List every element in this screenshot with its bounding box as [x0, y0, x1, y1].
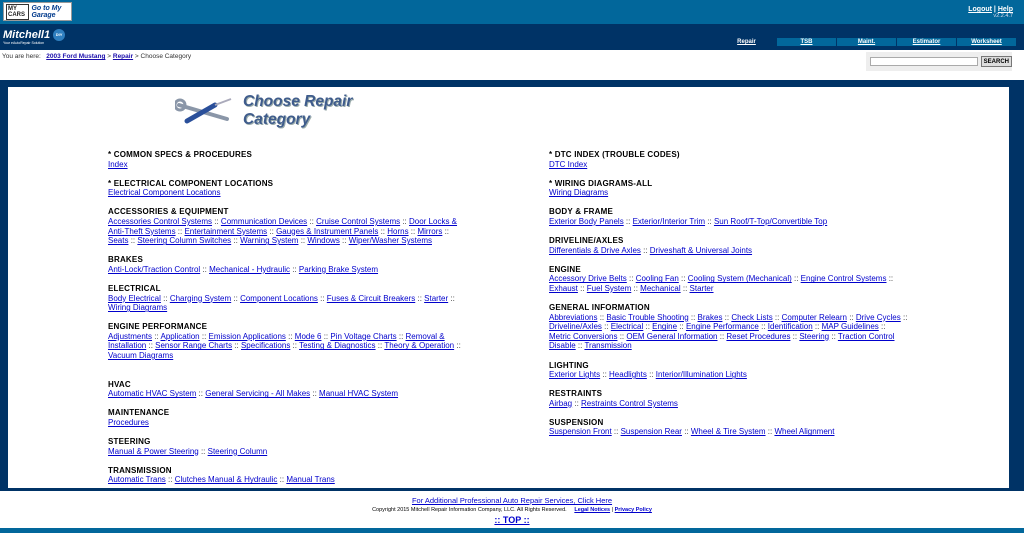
link-separator: :: — [626, 274, 636, 284]
category-link[interactable]: Exhaust — [549, 283, 578, 293]
category-link[interactable]: Suspension Rear — [620, 427, 682, 437]
wrench-screwdriver-icon — [175, 97, 235, 125]
category-link[interactable]: Entertainment Systems — [184, 226, 268, 236]
link-separator: :: — [677, 322, 686, 332]
breadcrumb-current: Choose Category — [140, 53, 192, 60]
category-link[interactable]: Mode 6 — [294, 331, 322, 341]
mitchell1-logo: Mitchell1 DIY Your eAutoRepair Solution — [3, 29, 65, 45]
link-separator: :: — [400, 216, 409, 226]
category-section — [549, 236, 909, 255]
category-link[interactable]: Horns — [387, 226, 409, 236]
category-link[interactable]: Application — [160, 331, 200, 341]
category-links — [549, 313, 909, 351]
link-separator: :: — [646, 370, 656, 380]
category-links — [549, 370, 909, 380]
content-frame — [0, 80, 1024, 491]
category-title: STEERING — [108, 436, 151, 446]
category-title: GENERAL INFORMATION — [549, 303, 650, 313]
go-to-my-garage-button[interactable] — [3, 2, 72, 21]
category-link[interactable]: Abbreviations — [549, 312, 598, 322]
link-separator: :: — [152, 331, 161, 341]
category-section — [108, 437, 468, 456]
category-link[interactable]: Mirrors — [417, 226, 443, 236]
category-section — [108, 380, 468, 399]
link-separator: :: — [640, 245, 650, 255]
version-label: v2.2.4.7 — [993, 13, 1013, 19]
link-separator: :: — [611, 427, 621, 437]
category-title: * ELECTRICAL COMPONENT LOCATIONS — [108, 178, 274, 188]
link-separator: :: — [577, 283, 587, 293]
link-separator: :: — [791, 274, 801, 284]
link-separator: :: — [597, 312, 607, 322]
category-link[interactable]: Steering — [799, 331, 830, 341]
category-link[interactable]: Testing & Diagnostics — [299, 341, 376, 351]
category-link[interactable]: Component Locations — [240, 293, 318, 303]
category-link[interactable]: Fuel System — [586, 283, 632, 293]
legal-notices-link[interactable]: Legal Notices — [574, 507, 611, 513]
category-link[interactable]: Steering Column Switches — [137, 236, 232, 246]
category-links — [549, 246, 909, 256]
link-separator: :: — [290, 264, 299, 274]
category-links — [108, 447, 468, 457]
category-link[interactable]: Warning System — [240, 236, 299, 246]
category-link[interactable]: Headlights — [609, 370, 647, 380]
link-separator: :: — [772, 312, 782, 322]
category-links — [108, 389, 468, 399]
link-separator: :: — [231, 293, 241, 303]
category-link[interactable]: Parking Brake System — [298, 264, 379, 274]
link-separator: :: — [408, 226, 418, 236]
link-separator: :: — [378, 226, 388, 236]
category-link[interactable]: Cooling Fan — [635, 274, 679, 284]
link-separator: :: — [717, 331, 727, 341]
category-link[interactable]: Electrical — [610, 322, 644, 332]
page-title: Choose Repair Category — [243, 93, 353, 128]
category-link[interactable]: Accessory Drive Belts — [549, 274, 627, 284]
category-section — [108, 207, 468, 245]
category-title: RESTRAINTS — [549, 389, 603, 399]
category-link[interactable]: Engine Control Systems — [800, 274, 887, 284]
category-link[interactable]: Identification — [767, 322, 813, 332]
category-link[interactable]: Index — [108, 159, 128, 169]
link-separator: :: — [198, 446, 208, 456]
category-link[interactable]: Pin Voltage Charts — [330, 331, 397, 341]
main-tabs — [717, 38, 1017, 46]
category-section — [108, 322, 468, 360]
search-box — [866, 52, 1012, 71]
category-link[interactable]: Theory & Operation — [384, 341, 455, 351]
search-input[interactable] — [870, 57, 978, 66]
link-separator: :: — [290, 341, 300, 351]
category-section — [549, 418, 909, 437]
category-links — [108, 188, 468, 198]
category-title: MAINTENANCE — [108, 408, 170, 418]
category-link[interactable]: Interior/Illumination Lights — [655, 370, 747, 380]
category-link[interactable]: Engine — [652, 322, 678, 332]
left-category-column — [108, 150, 468, 494]
promo-link[interactable]: For Additional Professional Auto Repair Services, Click Here — [411, 496, 613, 505]
link-separator: :: — [617, 331, 627, 341]
link-separator: :: — [212, 216, 221, 226]
category-link[interactable]: Wiper/Washer Systems — [348, 236, 432, 246]
category-link[interactable]: Automatic Trans — [108, 475, 166, 485]
breadcrumb-repair[interactable]: Repair — [112, 53, 134, 60]
category-link[interactable]: Removal & Installation — [108, 331, 445, 351]
link-separator: :: — [448, 293, 455, 303]
tab-estimator[interactable]: Estimator — [897, 38, 956, 46]
link-separator: :: — [396, 331, 406, 341]
link-separator: :: — [231, 236, 241, 246]
category-links — [108, 217, 468, 246]
link-separator: :: — [680, 283, 690, 293]
link-separator: :: — [442, 226, 450, 236]
link-separator: :: — [631, 283, 641, 293]
link-separator: :: — [298, 236, 308, 246]
category-link[interactable]: Computer Relearn — [781, 312, 847, 322]
link-separator: :: — [339, 236, 349, 246]
category-link[interactable]: Manual Trans — [286, 475, 335, 485]
category-section — [108, 284, 468, 313]
top-bar — [0, 0, 1024, 24]
my-cars-badge: MY CARS — [6, 4, 29, 20]
category-link[interactable]: Differentials & Drive Axles — [549, 245, 641, 255]
category-link[interactable]: Automatic HVAC System — [108, 389, 197, 399]
category-section — [549, 150, 909, 169]
category-section — [108, 179, 468, 198]
category-title: ACCESSORIES & EQUIPMENT — [108, 207, 229, 217]
link-separator: :: — [199, 331, 209, 341]
category-title: BODY & FRAME — [549, 207, 614, 217]
link-separator: :: — [375, 341, 385, 351]
category-section — [549, 207, 909, 226]
link-separator: :: — [678, 274, 688, 284]
link-separator: :: — [454, 341, 461, 351]
link-separator: :: — [321, 331, 331, 341]
link-separator: :: — [415, 293, 425, 303]
category-link[interactable]: Exterior Body Panels — [549, 216, 624, 226]
logout-link[interactable]: Logout — [968, 6, 992, 13]
breadcrumb-vehicle[interactable]: 2003 Ford Mustang — [46, 53, 106, 60]
tab-tsb[interactable]: TSB — [777, 38, 836, 46]
category-link[interactable]: Airbag — [549, 398, 573, 408]
category-link[interactable]: General Servicing - All Makes — [205, 389, 311, 399]
link-separator: :: — [829, 331, 838, 341]
category-link[interactable]: Driveshaft & Universal Joints — [649, 245, 753, 255]
category-title: * COMMON SPECS & PROCEDURES — [108, 150, 253, 159]
category-link[interactable]: Sun Roof/T-Top/Convertible Top — [713, 216, 828, 226]
category-link[interactable]: Transmission — [584, 341, 632, 351]
category-title: TRANSMISSION — [108, 465, 172, 475]
category-links — [549, 427, 909, 437]
category-section — [108, 408, 468, 427]
link-separator: :: — [307, 216, 317, 226]
category-link[interactable]: Starter — [689, 283, 714, 293]
category-link[interactable]: Check Lists — [731, 312, 773, 322]
link-separator: :: — [623, 216, 633, 226]
category-link[interactable]: Vacuum Diagrams — [108, 351, 174, 360]
category-section — [108, 150, 468, 169]
breadcrumb: You are here: 2003 Ford Mustang > Repair > Choose Category — [2, 53, 192, 60]
category-link[interactable]: Manual HVAC System — [319, 389, 399, 399]
bottom-bar — [0, 528, 1024, 533]
category-links — [549, 217, 909, 227]
category-link[interactable]: Adjustments — [108, 331, 153, 341]
category-title: BRAKES — [108, 255, 143, 265]
link-separator: :: — [317, 293, 327, 303]
link-separator: :: — [765, 427, 775, 437]
category-title: * DTC INDEX (TROUBLE CODES) — [549, 150, 680, 159]
link-separator: :: — [267, 226, 277, 236]
link-separator: :: — [878, 322, 886, 332]
category-link[interactable]: Mechanical — [640, 283, 681, 293]
right-category-column — [549, 150, 909, 447]
category-link[interactable]: Electrical Component Locations — [108, 188, 221, 198]
category-link[interactable]: Basic Trouble Shooting — [606, 312, 689, 322]
category-links — [549, 399, 909, 409]
category-section — [108, 255, 468, 274]
category-link[interactable]: Exterior/Interior Trim — [632, 216, 706, 226]
category-link[interactable]: Manual & Power Steering — [108, 446, 199, 456]
category-link[interactable]: Sensor Range Charts — [155, 341, 233, 351]
link-separator: :: — [572, 398, 582, 408]
category-links — [549, 188, 909, 198]
category-links — [108, 418, 468, 428]
category-title: ENGINE PERFORMANCE — [108, 322, 208, 332]
category-title: ELECTRICAL — [108, 283, 161, 293]
link-separator: :: — [165, 475, 175, 485]
tab-worksheet[interactable]: Worksheet — [957, 38, 1016, 46]
content-panel — [8, 87, 1009, 488]
category-link[interactable]: Emission Applications — [208, 331, 286, 341]
category-title: DRIVELINE/AXLES — [549, 236, 624, 246]
link-separator: :: — [575, 341, 585, 351]
garage-link-label: Go to My Garage — [31, 4, 62, 19]
page-heading — [175, 93, 393, 129]
category-title: ENGINE — [549, 264, 581, 274]
link-separator: :: — [200, 264, 210, 274]
category-link[interactable]: Gauges & Instrument Panels — [276, 226, 379, 236]
category-link[interactable]: Starter — [424, 293, 449, 303]
category-link[interactable]: DTC Index — [549, 159, 588, 169]
link-separator: :: — [310, 389, 320, 399]
category-link[interactable]: Specifications — [240, 341, 291, 351]
category-link[interactable]: Accessories Control Systems — [108, 216, 213, 226]
category-link[interactable]: Wheel & Tire System — [690, 427, 766, 437]
link-separator: :: — [643, 322, 653, 332]
category-section — [108, 466, 468, 485]
category-link[interactable]: Drive Cycles — [855, 312, 901, 322]
category-link[interactable]: Metric Conversions — [549, 331, 618, 341]
help-link[interactable]: Help — [997, 6, 1013, 13]
category-link[interactable]: Engine Performance — [685, 322, 759, 332]
link-separator: :: — [146, 341, 156, 351]
search-button[interactable]: SEARCH — [981, 56, 1012, 67]
category-link[interactable]: Brakes — [697, 312, 723, 322]
category-link[interactable]: Cruise Control Systems — [316, 216, 401, 226]
link-separator: :: — [196, 389, 206, 399]
category-link[interactable]: Wiring Diagrams — [108, 303, 168, 313]
category-links — [108, 294, 468, 313]
category-link[interactable]: Body Electrical — [108, 293, 161, 303]
category-link[interactable]: OEM General Information — [626, 331, 718, 341]
link-separator: :: — [600, 370, 610, 380]
link-separator: :: — [900, 312, 908, 322]
link-separator: :: — [688, 312, 698, 322]
tab-repair[interactable]: Repair — [717, 38, 776, 46]
category-link[interactable]: Driveline/Axles — [549, 322, 602, 332]
link-separator: :: — [601, 322, 611, 332]
category-link[interactable]: Communication Devices — [220, 216, 308, 226]
category-links — [549, 160, 909, 170]
category-link[interactable]: Anti-Lock/Traction Control — [108, 264, 201, 274]
category-section — [549, 389, 909, 408]
link-separator: :: — [285, 331, 295, 341]
category-link[interactable]: Procedures — [108, 417, 149, 427]
category-link[interactable]: Exterior Lights — [549, 370, 601, 380]
privacy-policy-link[interactable]: Privacy Policy — [614, 507, 652, 513]
category-link[interactable]: Reset Procedures — [726, 331, 791, 341]
category-link[interactable]: Windows — [307, 236, 340, 246]
link-separator: :: — [128, 236, 138, 246]
category-title: HVAC — [108, 379, 131, 389]
category-links — [108, 332, 468, 361]
category-link[interactable]: Charging System — [169, 293, 232, 303]
category-link[interactable]: Fuses & Circuit Breakers — [326, 293, 416, 303]
nav-bar — [0, 24, 1024, 50]
category-link[interactable]: Wheel Alignment — [774, 427, 835, 437]
category-links — [108, 265, 468, 275]
account-links: Logout | Help v2.2.4.7 — [968, 6, 1013, 19]
category-title: LIGHTING — [549, 360, 589, 370]
link-separator: :: — [846, 312, 856, 322]
category-link[interactable]: Wiring Diagrams — [549, 188, 609, 198]
category-section — [549, 303, 909, 351]
category-section — [549, 361, 909, 380]
category-link[interactable]: Restraints Control Systems — [581, 398, 678, 408]
link-separator: :: — [722, 312, 732, 322]
category-title: * WIRING DIAGRAMS-ALL — [549, 178, 653, 188]
category-title: SUSPENSION — [549, 417, 604, 427]
category-link[interactable]: Mechanical - Hydraulic — [209, 264, 290, 274]
link-separator: :: — [175, 226, 185, 236]
category-link[interactable]: Steering Column — [207, 446, 268, 456]
link-separator: :: — [790, 331, 800, 341]
category-link[interactable]: Door Locks & Anti-Theft Systems — [108, 216, 458, 236]
back-to-top-link[interactable]: :: TOP :: — [494, 515, 530, 525]
category-links — [549, 274, 909, 293]
link-separator: :: — [812, 322, 822, 332]
footer — [0, 496, 1024, 525]
category-links — [108, 475, 468, 485]
link-separator: :: — [886, 274, 894, 284]
category-links — [108, 160, 468, 170]
tab-maint[interactable]: Maint. — [837, 38, 896, 46]
link-separator: :: — [232, 341, 241, 351]
link-separator: :: — [705, 216, 714, 226]
category-link[interactable]: Traction Control Disable — [549, 331, 895, 351]
copyright-line: Copyright 2015 Mitchell Repair Information Company, LLC. All Rights Reserved. Legal Notices | Privacy Policy — [372, 507, 652, 513]
link-separator: :: — [758, 322, 768, 332]
category-link[interactable]: Suspension Front — [549, 427, 612, 437]
link-separator: :: — [160, 293, 170, 303]
category-link[interactable]: MAP Guidelines — [821, 322, 879, 332]
category-link[interactable]: Clutches Manual & Hydraulic — [174, 475, 278, 485]
link-separator: :: — [277, 475, 287, 485]
category-section — [549, 179, 909, 198]
link-separator: :: — [681, 427, 691, 437]
category-link[interactable]: Cooling System (Mechanical) — [687, 274, 792, 284]
category-section — [549, 265, 909, 294]
category-link[interactable]: Seats — [108, 236, 129, 246]
